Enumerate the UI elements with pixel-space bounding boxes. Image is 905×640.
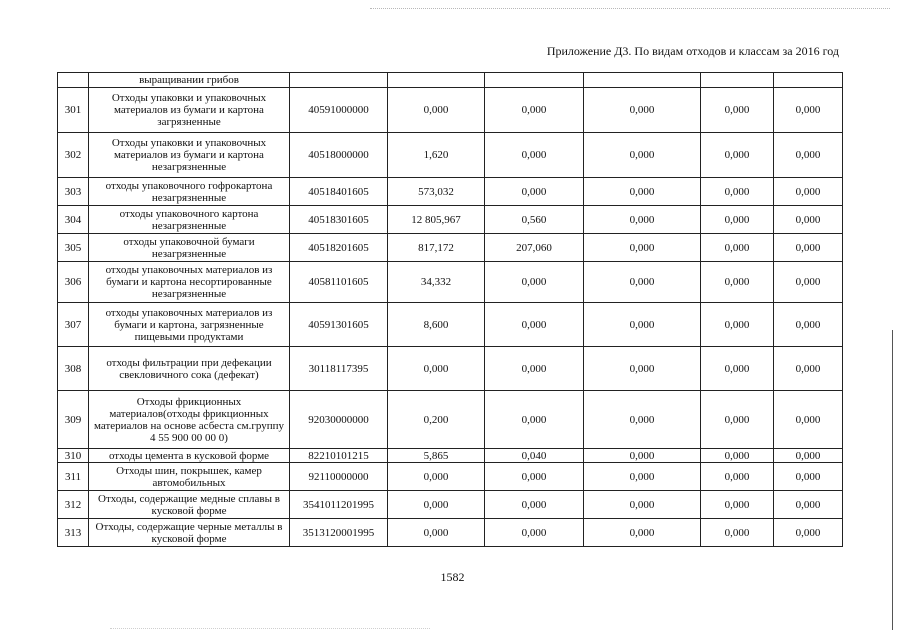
value-cell: 573,032: [388, 178, 485, 206]
table-row: [58, 463, 843, 491]
value-cell: 0,000: [701, 234, 774, 262]
row-number-cell: 308: [58, 347, 89, 391]
value-cell: 0,000: [774, 206, 843, 234]
value-cell: 0,000: [701, 463, 774, 491]
value-cell: 34,332: [388, 262, 485, 303]
scan-artifact-dots: [110, 628, 430, 629]
row-number-cell: 306: [58, 262, 89, 303]
waste-name-cell: Отходы фрикционных материалов(отходы фрикционных материалов на основе асбеста см.группу 4 55 900 00 00 0): [89, 391, 290, 449]
value-cell: 0,000: [701, 519, 774, 547]
value-cell: 0,000: [584, 347, 701, 391]
table-row-continuation: [58, 73, 843, 88]
table-row: [58, 262, 843, 303]
value-cell: 0,000: [701, 206, 774, 234]
row-number-cell: 311: [58, 463, 89, 491]
value-cell: 0,000: [701, 391, 774, 449]
value-cell: 0,000: [388, 463, 485, 491]
value-cell: 207,060: [485, 234, 584, 262]
table-row: [58, 449, 843, 463]
row-number-cell: 303: [58, 178, 89, 206]
value-cell: 0,000: [584, 303, 701, 347]
row-number-cell: 309: [58, 391, 89, 449]
value-cell: 0,000: [584, 206, 701, 234]
value-cell: 0,000: [701, 88, 774, 133]
value-cell: 0,000: [701, 303, 774, 347]
value-cell: 0,000: [701, 491, 774, 519]
waste-name-cell: Отходы, содержащие черные металлы в кусковой форме: [89, 519, 290, 547]
value-cell: 0,000: [774, 449, 843, 463]
code-cell: 40581101605: [290, 262, 388, 303]
value-cell: 0,000: [584, 234, 701, 262]
waste-name-cell: отходы упаковочного гофрокартона незагрязненные: [89, 178, 290, 206]
value-cell: 0,000: [485, 88, 584, 133]
waste-table-body: [58, 73, 843, 547]
waste-name-cell: Отходы, содержащие медные сплавы в кусковой форме: [89, 491, 290, 519]
value-cell: 8,600: [388, 303, 485, 347]
value-cell: 0,000: [701, 449, 774, 463]
waste-name-cell: отходы упаковочного картона незагрязненные: [89, 206, 290, 234]
value-cell: [701, 73, 774, 88]
scan-edge-line: [892, 330, 893, 630]
value-cell: 0,000: [485, 262, 584, 303]
code-cell: 40591301605: [290, 303, 388, 347]
code-cell: 40518301605: [290, 206, 388, 234]
code-cell: 92110000000: [290, 463, 388, 491]
value-cell: 0,000: [774, 262, 843, 303]
value-cell: 0,000: [485, 133, 584, 178]
value-cell: [774, 73, 843, 88]
code-cell: 40518401605: [290, 178, 388, 206]
value-cell: 0,560: [485, 206, 584, 234]
value-cell: 0,000: [701, 262, 774, 303]
value-cell: 0,000: [774, 491, 843, 519]
value-cell: 0,000: [701, 347, 774, 391]
value-cell: 0,000: [774, 463, 843, 491]
row-number-cell: 305: [58, 234, 89, 262]
value-cell: 0,000: [584, 391, 701, 449]
value-cell: 0,000: [388, 491, 485, 519]
value-cell: 0,000: [584, 178, 701, 206]
waste-name-cell: отходы упаковочных материалов из бумаги и картона, загрязненные пищевыми продуктами: [89, 303, 290, 347]
scan-artifact-dots: [370, 8, 890, 9]
row-number-cell: 307: [58, 303, 89, 347]
value-cell: 0,000: [774, 347, 843, 391]
code-cell: 82210101215: [290, 449, 388, 463]
value-cell: 0,000: [584, 463, 701, 491]
table-row: [58, 303, 843, 347]
value-cell: 0,000: [584, 88, 701, 133]
table-row: [58, 491, 843, 519]
waste-name-cell: выращивании грибов: [89, 73, 290, 88]
table-row: [58, 133, 843, 178]
code-cell: 3513120001995: [290, 519, 388, 547]
value-cell: 0,000: [774, 178, 843, 206]
code-cell: 40518201605: [290, 234, 388, 262]
page-number: 1582: [440, 570, 465, 584]
waste-name-cell: Отходы шин, покрышек, камер автомобильных: [89, 463, 290, 491]
value-cell: 0,040: [485, 449, 584, 463]
value-cell: 0,000: [774, 88, 843, 133]
row-number-cell: 313: [58, 519, 89, 547]
value-cell: 0,000: [584, 133, 701, 178]
waste-name-cell: отходы упаковочной бумаги незагрязненные: [89, 234, 290, 262]
waste-name-cell: отходы цемента в кусковой форме: [89, 449, 290, 463]
waste-name-cell: отходы фильтрации при дефекации свекловичного сока (дефекат): [89, 347, 290, 391]
table-row: [58, 206, 843, 234]
value-cell: 0,000: [701, 133, 774, 178]
value-cell: 0,000: [485, 519, 584, 547]
row-number-cell: 304: [58, 206, 89, 234]
waste-name-cell: отходы упаковочных материалов из бумаги и картона несортированные незагрязненные: [89, 262, 290, 303]
value-cell: 0,000: [774, 133, 843, 178]
value-cell: 0,000: [388, 347, 485, 391]
value-cell: 12 805,967: [388, 206, 485, 234]
row-number-cell: 301: [58, 88, 89, 133]
value-cell: 0,000: [485, 491, 584, 519]
value-cell: 0,200: [388, 391, 485, 449]
value-cell: 0,000: [584, 449, 701, 463]
table-row: [58, 178, 843, 206]
value-cell: 0,000: [584, 262, 701, 303]
row-number-cell: 312: [58, 491, 89, 519]
value-cell: 5,865: [388, 449, 485, 463]
value-cell: 0,000: [584, 519, 701, 547]
code-cell: [290, 73, 388, 88]
page-header-title: Приложение Д3. По видам отходов и классам за 2016 год: [546, 44, 839, 58]
waste-table: [57, 72, 843, 547]
row-number-cell: 302: [58, 133, 89, 178]
table-row: [58, 347, 843, 391]
value-cell: [388, 73, 485, 88]
row-number-cell: 310: [58, 449, 89, 463]
value-cell: 0,000: [701, 178, 774, 206]
table-row: [58, 88, 843, 133]
row-number-cell: [58, 73, 89, 88]
value-cell: 0,000: [485, 347, 584, 391]
value-cell: 0,000: [485, 178, 584, 206]
value-cell: 0,000: [774, 234, 843, 262]
waste-name-cell: Отходы упаковки и упаковочных материалов из бумаги и картона загрязненные: [89, 88, 290, 133]
value-cell: 0,000: [584, 491, 701, 519]
value-cell: [584, 73, 701, 88]
table-row: [58, 519, 843, 547]
code-cell: 30118117395: [290, 347, 388, 391]
value-cell: 0,000: [485, 303, 584, 347]
value-cell: 0,000: [388, 88, 485, 133]
waste-name-cell: Отходы упаковки и упаковочных материалов из бумаги и картона незагрязненные: [89, 133, 290, 178]
code-cell: 40518000000: [290, 133, 388, 178]
code-cell: 92030000000: [290, 391, 388, 449]
value-cell: 1,620: [388, 133, 485, 178]
table-row: [58, 234, 843, 262]
value-cell: 0,000: [485, 391, 584, 449]
value-cell: 0,000: [388, 519, 485, 547]
table-row: [58, 391, 843, 449]
value-cell: [485, 73, 584, 88]
value-cell: 817,172: [388, 234, 485, 262]
code-cell: 40591000000: [290, 88, 388, 133]
value-cell: 0,000: [774, 303, 843, 347]
code-cell: 3541011201995: [290, 491, 388, 519]
value-cell: 0,000: [774, 391, 843, 449]
value-cell: 0,000: [485, 463, 584, 491]
value-cell: 0,000: [774, 519, 843, 547]
